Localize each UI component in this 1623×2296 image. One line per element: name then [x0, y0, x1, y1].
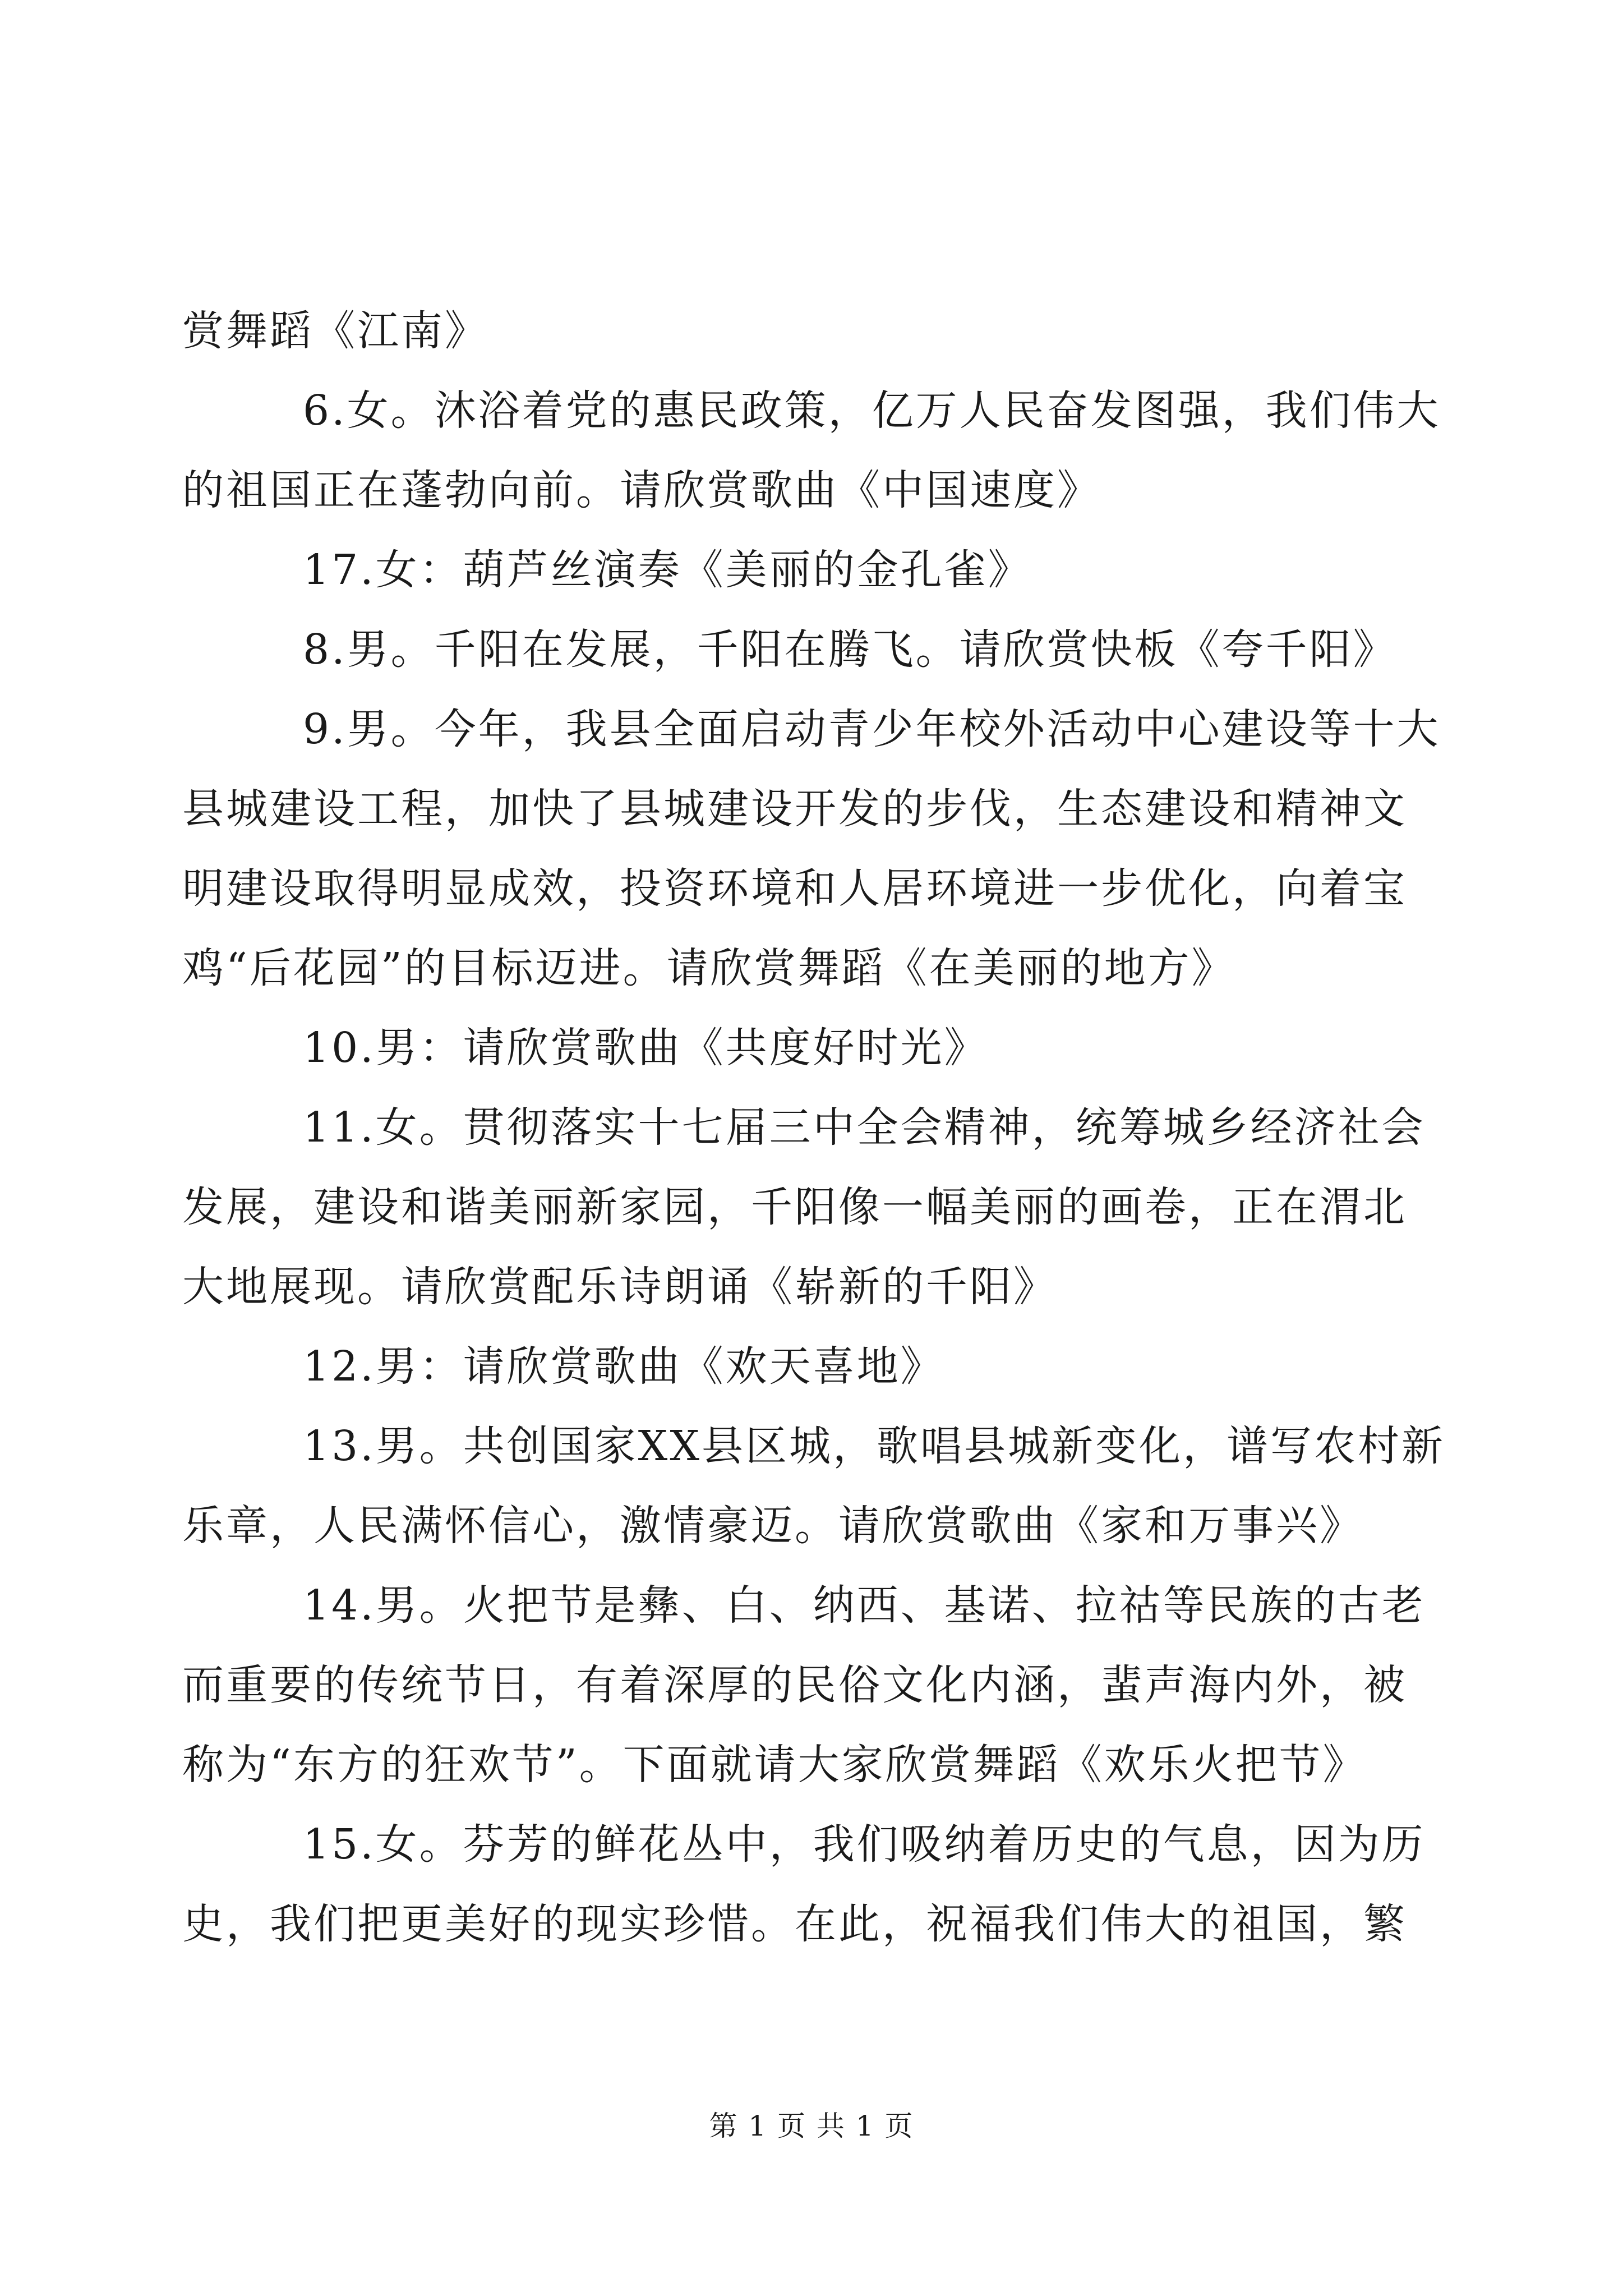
text-line: 17.女：葫芦丝演奏《美丽的金孔雀》: [303, 546, 1032, 594]
text-line: 11.女。贯彻落实十七届三中全会精神，统筹城乡经济社会: [303, 1103, 1426, 1152]
text-line: 发展，建设和谐美丽新家园，千阳像一幅美丽的画卷，正在渭北: [182, 1183, 1407, 1231]
text-line: 9.男。今年，我县全面启动青少年校外活动中心建设等十大: [303, 705, 1441, 753]
text-line: 的祖国正在蓬勃向前。请欣赏歌曲《中国速度》: [182, 466, 1101, 514]
text-line: 13.男。共创国家XX县区城，歌唱县城新变化，谱写农村新: [303, 1422, 1446, 1470]
text-line: 赏舞蹈《江南》: [182, 307, 488, 355]
text-line: 县城建设工程，加快了县城建设开发的步伐，生态建设和精神文: [182, 785, 1407, 833]
text-line: 乐章，人民满怀信心，激情豪迈。请欣赏歌曲《家和万事兴》: [182, 1502, 1363, 1550]
text-line: 14.男。火把节是彝、白、纳西、基诺、拉祜等民族的古老: [303, 1581, 1426, 1630]
text-line: 15.女。芬芳的鲜花丛中，我们吸纳着历史的气息，因为历: [303, 1820, 1426, 1869]
text-line: 而重要的传统节日，有着深厚的民俗文化内涵，蜚声海内外，被: [182, 1661, 1407, 1709]
text-line: 大地展现。请欣赏配乐诗朗诵《崭新的千阳》: [182, 1263, 1057, 1311]
text-line: 8.男。千阳在发展，千阳在腾飞。请欣赏快板《夸千阳》: [303, 625, 1397, 674]
text-line: 史，我们把更美好的现实珍惜。在此，祝福我们伟大的祖国，繁: [182, 1900, 1407, 1948]
text-line: 称为“东方的狂欢节”。下面就请大家欣赏舞蹈《欢乐火把节》: [182, 1741, 1367, 1789]
text-line: 6.女。沐浴着党的惠民政策，亿万人民奋发图强，我们伟大: [303, 386, 1441, 435]
page-footer: 第 1 页 共 1 页: [709, 2110, 914, 2142]
text-line: 12.男：请欣赏歌曲《欢天喜地》: [303, 1342, 944, 1391]
text-line: 明建设取得明显成效，投资环境和人居环境进一步优化，向着宝: [182, 864, 1407, 913]
text-line: 鸡“后花园”的目标迈进。请欣赏舞蹈《在美丽的地方》: [182, 944, 1235, 992]
text-line: 10.男：请欣赏歌曲《共度好时光》: [303, 1024, 988, 1072]
